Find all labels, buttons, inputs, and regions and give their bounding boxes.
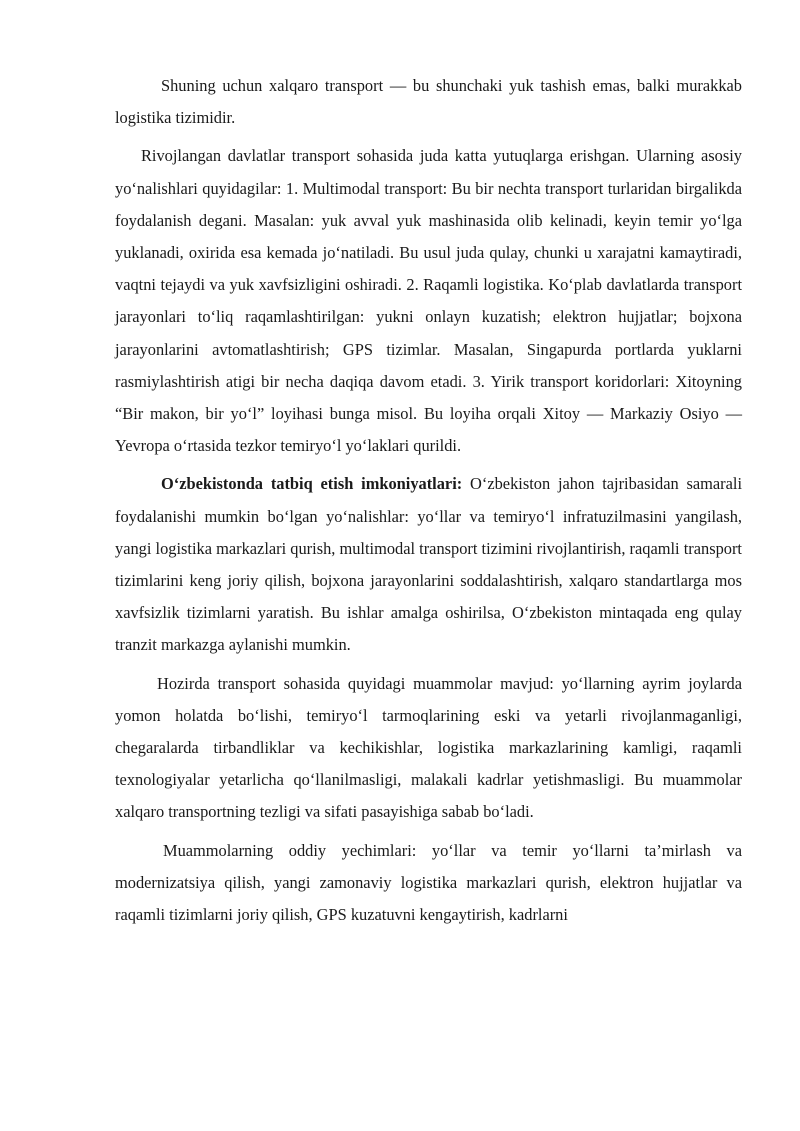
paragraph-uzbekistan-opportunities [115, 468, 742, 661]
paragraph-problems [115, 668, 742, 829]
paragraph-text: Rivojlangan davlatlar transport sohasida juda katta yutuqlarga erishgan. Ularning asosiy yo‘nalishlari quyidagilar: 1. Multimodal transport: Bu bir nechta transport turlaridan birgalikda foydalanish degani. Masalan: yuk avval yuk mashinasida olib kelinadi, keyin temir yo‘lga yuklanadi, oxirida esa kemada jo‘natiladi. Bu usul juda qulay, chunki u xarajatni kamaytiradi, vaqtni tejaydi va yuk xavfsizligini oshiradi. 2. Raqamli logistika. Ko‘plab davlatlarda transport jarayonlari to‘liq raqamlashtirilgan: yukni onlayn kuzatish; elektron hujjatlar; bojxona jarayonlarini avtomatlashtirish; GPS tizimlar. Masalan, Singapurda portlarda yuklarni rasmiylashtirish atigi bir necha daqiqa davom etadi. 3. Yirik transport koridorlari: Xitoyning “Bir makon, bir yo‘l” loyihasi bunga misol. Bu loyiha orqali Xitoy — Markaziy Osiyo — Yevropa o‘rtasida tezkor temiryo‘l yo‘laklari qurildi. [115, 146, 742, 456]
document-page [115, 70, 742, 937]
paragraph-solutions [115, 835, 742, 932]
paragraph-text: Hozirda transport sohasida quyidagi muammolar mavjud: yo‘llarning ayrim joylarda yomon holatda bo‘lishi, temiryo‘l tarmoqlarining eski va yetarli rivojlanmaganligi, chegaralarda tirbandliklar va kechikishlar, logistika markazlarining kamligi, raqamli texnologiyalar yetarlicha qo‘llanilmasligi, malakali kadrlar yetishmasligi. Bu muammolar xalqaro transportning tezligi va sifati pasayishiga sabab bo‘ladi. [115, 673, 742, 822]
paragraph-text: Shuning uchun xalqaro transport — bu shunchaki yuk tashish emas, balki murakkab logistika tizimidir. [115, 76, 742, 128]
paragraph-developed-countries [115, 140, 742, 462]
paragraph-text: O‘zbekiston jahon tajribasidan samarali foydalanishi mumkin bo‘lgan yo‘nalishlar: yo‘llar va temiryo‘l infratuzilmasini yangilash, yangi logistika markazlari qurish, multimodal transport tizimini rivojlantirish, raqamli transport tizimlarini keng joriy qilish, bojxona jarayonlarini soddalashtirish, xalqaro standartlarga mos xavfsizlik tizimlarni yaratish. Bu ishlar amalga oshirilsa, O‘zbekiston mintaqada eng qulay tranzit markazga aylanishi mumkin. [115, 474, 743, 655]
paragraph-transport-logistics [115, 70, 742, 134]
paragraph-heading: O‘zbekistonda tatbiq etish imkoniyatlari: [161, 474, 463, 494]
paragraph-text: Muammolarning oddiy yechimlari: yo‘llar va temir yo‘llarni ta’mirlash va modernizatsiya qilish, yangi zamonaviy logistika markazlari qurish, elektron hujjatlar va raqamli tizimlarni joriy qilish, GPS kuzatuvni kengaytirish, kadrlarni [115, 840, 742, 925]
